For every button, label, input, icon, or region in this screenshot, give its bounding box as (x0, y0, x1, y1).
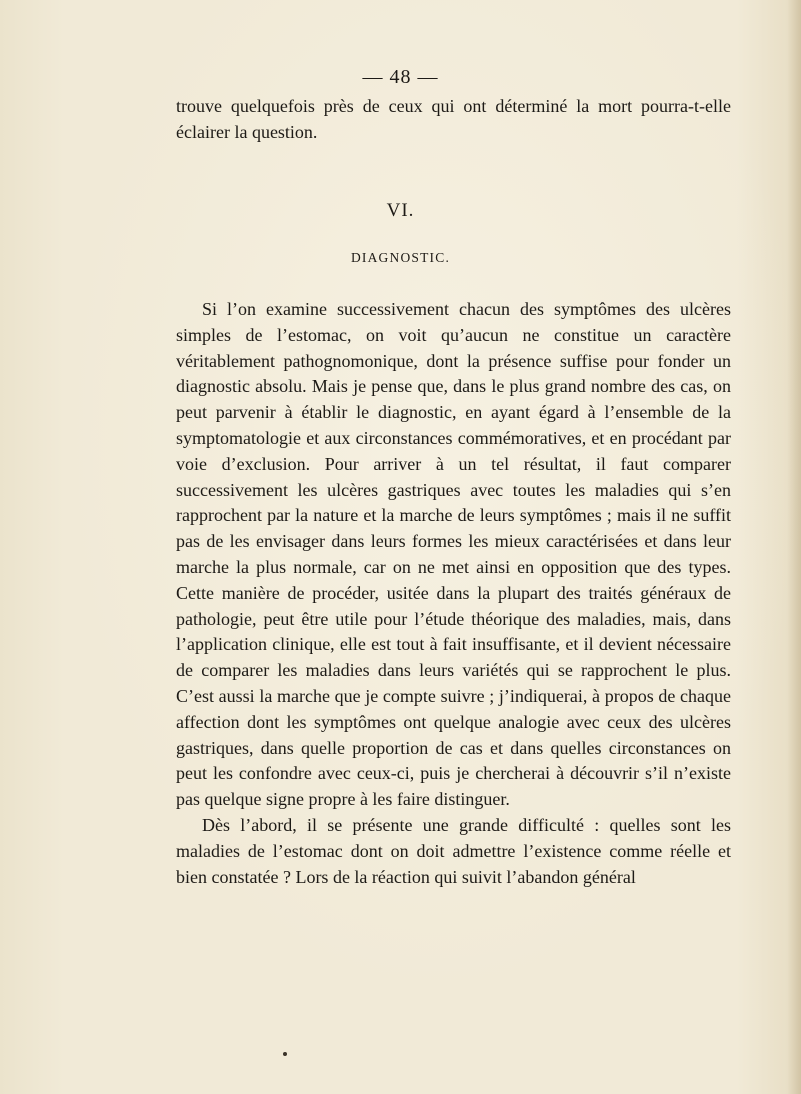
page-edge-shadow (787, 0, 801, 1094)
body-text (176, 297, 731, 890)
intro-paragraph: trouve quelquefois près de ceux qui ont déterminé la mort pourra-t-elle éclairer la question. (176, 96, 731, 142)
intro-text (176, 94, 731, 146)
section-number: VI. (386, 200, 415, 221)
section-title: DIAGNOSTIC. (350, 250, 451, 265)
page-number: — 48 — (362, 66, 439, 88)
body-paragraph-1: Si l’on examine successivement chacun des symptômes des ulcères simples de l’estomac, on voit qu’aucun ne constitue un caractère véritablement pathognomonique, dont la présence suffise pour fonder un diagnostic absolu. Mais je pense que, dans le plus grand nombre des cas, on peut parvenir à établir le diagnostic, en ayant égard à l’ensemble de la symptomatologie et aux circonstances commémoratives, et en procédant par voie d’exclusion. Pour arriver à un tel résultat, il faut comparer successivement les ulcères gastriques avec toutes les maladies qui s’en rapprochent par la nature et la marche de leurs symptômes ; mais il ne suffit pas de les envisager dans leurs formes les mieux caractérisées et dans leur marche la plus normale, car on ne met ainsi en opposition que des types. Cette manière de procéder, usitée dans la plupart des traités généraux de pathologie, peut être utile pour l’étude théorique des maladies, mais, dans l’application clinique, elle est tout à fait insuffisante, et il devient nécessaire de comparer les maladies dans leurs variétés qui se rapprochent le plus. C’est aussi la marche que je compte suivre ; j’indiquerai, à propos de chaque affection dont les symptômes ont quelque analogie avec ceux des ulcères gastriques, dans quelle proportion de cas et dans quelles circonstances on peut les confondre avec ceux-ci, puis je chercherai à découvrir s’il n’existe pas quelque signe propre à les faire distinguer. (176, 299, 731, 810)
body-paragraph-2: Dès l’abord, il se présente une grande difficulté : quelles sont les maladies de l’estomac dont on doit admettre l’existence comme réelle et bien constatée ? Lors de la réaction qui suivit l’abandon général (176, 814, 731, 887)
ink-speck (283, 1052, 287, 1056)
